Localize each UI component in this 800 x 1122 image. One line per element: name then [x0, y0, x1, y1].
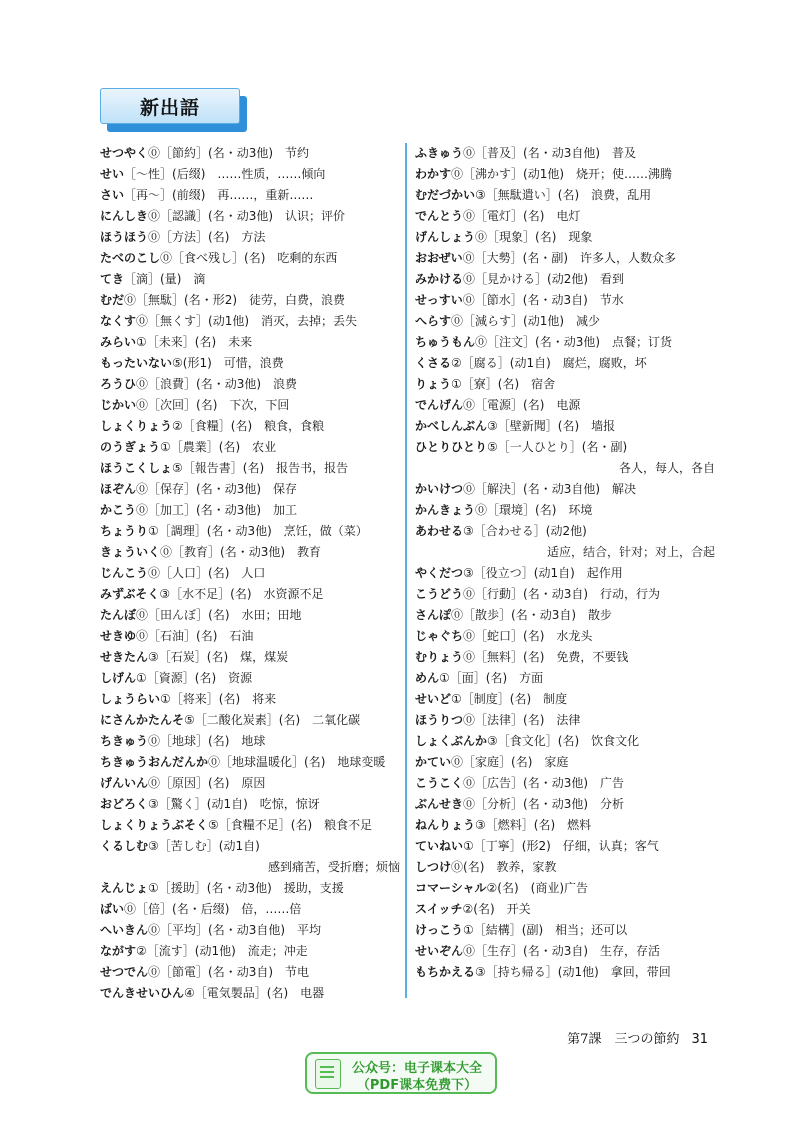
vocab-reading: せきゆ — [100, 629, 137, 643]
vocab-definition: ⑤［食糧不足］(名) 粮食不足 — [208, 818, 373, 832]
vocab-reading: めん — [415, 671, 440, 685]
vocab-entry — [100, 290, 400, 311]
vocab-reading: でんとう — [415, 209, 464, 223]
vocab-entry — [415, 206, 715, 227]
vocab-entry — [100, 584, 400, 605]
vocab-entry — [100, 941, 400, 962]
vocab-reading: むりょう — [415, 650, 464, 664]
vocab-entry — [100, 500, 400, 521]
vocab-entry — [415, 941, 715, 962]
vocab-definition: ⓪［節電］(名・动3自) 节电 — [148, 965, 310, 979]
vocab-entry — [415, 731, 715, 752]
vocab-definition: ⑤(形1) 可惜，浪费 — [172, 356, 284, 370]
vocab-entry — [100, 983, 400, 1004]
vocab-reading: げんいん — [100, 776, 149, 790]
vocab-entry — [100, 227, 400, 248]
vocab-definition: ⓪［見かける］(动2他) 看到 — [463, 272, 625, 286]
vocab-reading: せいど — [415, 692, 452, 706]
vocab-reading: コマーシャル — [415, 881, 487, 895]
vocab-reading: ほうりつ — [415, 713, 464, 727]
vocab-entry — [415, 815, 715, 836]
vocab-definition: ③［苦しむ］(动1自) — [148, 839, 260, 853]
vocab-definition: ⓪［生存］(名・动3自) 生存，存活 — [463, 944, 661, 958]
vocab-reading: しげん — [100, 671, 137, 685]
vocab-definition: ⓪［広告］(名・动3他) 广告 — [463, 776, 625, 790]
vocab-reading: けっこう — [415, 923, 464, 937]
vocab-definition: 感到痛苦，受折磨；烦恼 — [267, 860, 400, 874]
vocab-definition: ⓪［次回］(名) 下次，下回 — [136, 398, 290, 412]
vocab-reading: ぶんせき — [415, 797, 464, 811]
vocab-reading: ていねい — [415, 839, 464, 853]
vocab-entry — [415, 857, 715, 878]
vocab-definition: ⓪［無料］(名) 免费，不要钱 — [463, 650, 629, 664]
vocab-definition: ⓪［無駄］(名・形2) 徒劳，白费，浪费 — [124, 293, 346, 307]
vocab-reading: げんしょう — [415, 230, 476, 244]
vocab-definition: ①［調理］(名・动3他) 烹饪，做（菜） — [148, 524, 368, 538]
vocab-reading: ろうひ — [100, 377, 137, 391]
vocab-definition: ①［制度］(名) 制度 — [451, 692, 568, 706]
vocab-definition: ①［将来］(名) 将来 — [160, 692, 277, 706]
vocab-entry — [100, 332, 400, 353]
vocab-definition: ⓪［現象］(名) 现象 — [475, 230, 593, 244]
vocab-definition: ⓪［地球温暖化］(名) 地球变暖 — [208, 755, 386, 769]
vocab-definition: ⑤［報告書］(名) 报告书，报告 — [172, 461, 349, 475]
vocab-definition: ⓪［石油］(名) 石油 — [136, 629, 254, 643]
vocab-reading: せつでん — [100, 965, 149, 979]
vocab-entry — [415, 269, 715, 290]
vocab-definition: ⓪［地球］(名) 地球 — [148, 734, 266, 748]
vocab-entry — [415, 626, 715, 647]
vocab-reading: みかける — [415, 272, 464, 286]
vocab-entry — [100, 605, 400, 626]
vocab-definition: ⑤［二酸化炭素］(名) 二氧化碳 — [184, 713, 361, 727]
vocab-entry — [100, 164, 400, 185]
vocab-definition: ③［合わせる］(动2他) — [463, 524, 587, 538]
vocab-entry — [100, 689, 400, 710]
vocab-entry — [100, 752, 400, 773]
vocab-entry — [100, 899, 400, 920]
vocab-entry — [415, 143, 715, 164]
vocab-definition: ⓪［保存］(名・动3他) 保存 — [136, 482, 298, 496]
vocab-reading: ねんりょう — [415, 818, 476, 832]
vocab-definition: ②［食糧］(名) 粮食，食粮 — [172, 419, 325, 433]
vocab-definition: ②［腐る］(动1自) 腐烂，腐败，坏 — [451, 356, 647, 370]
vocab-entry — [415, 878, 715, 899]
vocab-definition: ③［燃料］(名) 燃料 — [475, 818, 592, 832]
vocab-definition: ①［農業］(名) 农业 — [160, 440, 277, 454]
vocab-reading: さんぽ — [415, 608, 452, 622]
vocab-entry-continuation — [100, 857, 400, 878]
vocab-reading: おどろく — [100, 797, 149, 811]
vocab-column-right — [415, 143, 715, 983]
vocab-reading: せいぞん — [415, 944, 464, 958]
vocab-entry — [100, 269, 400, 290]
vocab-entry — [100, 311, 400, 332]
vocab-entry — [415, 899, 715, 920]
vocab-definition: ①［援助］(名・动3他) 援助，支援 — [148, 881, 344, 895]
vocab-definition: ⓪［沸かす］(动1他) 烧开；使……沸腾 — [451, 167, 673, 181]
vocab-definition: ⑤［一人ひとり］(名・副) — [487, 440, 628, 454]
vocab-entry — [100, 521, 400, 542]
vocab-definition: ⓪［節約］(名・动3他) 节约 — [148, 146, 310, 160]
vocab-definition: ⓪［節水］(名・动3自) 节水 — [462, 293, 624, 307]
vocab-reading: ほうこくしょ — [100, 461, 173, 475]
vocab-definition: ①［結構］(副) 相当；还可以 — [463, 923, 628, 937]
vocab-definition: ⓪［行動］(名・动3自) 行动，行为 — [463, 587, 661, 601]
vocab-entry — [100, 710, 400, 731]
section-title-badge — [100, 88, 242, 124]
vocab-definition: ①［資源］(名) 资源 — [136, 671, 253, 685]
vocab-entry — [100, 248, 400, 269]
vocab-definition: ⓪［蛇口］(名) 水龙头 — [463, 629, 593, 643]
vocab-definition: ①［未来］(名) 未来 — [136, 335, 253, 349]
vocab-definition: ⓪［平均］(名・动3自他) 平均 — [148, 923, 322, 937]
vocab-reading: やくだつ — [415, 566, 464, 580]
vocab-entry — [415, 794, 715, 815]
vocab-entry — [415, 290, 715, 311]
vocab-reading: ながす — [100, 944, 137, 958]
vocab-entry — [100, 563, 400, 584]
vocab-reading: せつやく — [100, 146, 149, 160]
vocab-definition: ⓪［環境］(名) 环境 — [475, 503, 593, 517]
vocab-reading: ちきゅうおんだんか — [100, 755, 209, 769]
vocab-definition: ⓪［家庭］(名) 家庭 — [451, 755, 569, 769]
vocab-entry — [415, 920, 715, 941]
vocab-entry — [415, 752, 715, 773]
vocab-definition: ①［寮］(名) 宿舍 — [451, 377, 556, 391]
vocab-column-left — [100, 143, 400, 1004]
vocab-reading: もちかえる — [415, 965, 476, 979]
vocab-definition: ⓪［普及］(名・动3自他) 普及 — [463, 146, 637, 160]
vocab-entry — [100, 458, 400, 479]
vocab-entry — [415, 836, 715, 857]
vocab-definition: ④［電気製品］(名) 电器 — [184, 986, 325, 1000]
vocab-reading: しょくりょう — [100, 419, 173, 433]
vocab-reading: りょう — [415, 377, 452, 391]
vocab-reading: ちょうり — [100, 524, 149, 538]
vocab-reading: しょうらい — [100, 692, 161, 706]
vocab-definition: ⓪［認識］(名・动3他) 认识；评价 — [148, 209, 346, 223]
vocab-entry — [100, 542, 400, 563]
vocab-definition: ①［丁寧］(形2) 仔细，认真；客气 — [463, 839, 659, 853]
vocab-entry — [100, 479, 400, 500]
vocab-reading: しょくぶんか — [415, 734, 488, 748]
vocab-reading: かんきょう — [415, 503, 476, 517]
vocab-reading: しょくりょうぶそく — [100, 818, 209, 832]
vocab-reading: ふきゅう — [415, 146, 464, 160]
vocab-definition: ⓪［散歩］(名・动3自) 散步 — [451, 608, 613, 622]
vocab-reading: たべのこし — [100, 251, 161, 265]
vocab-reading: たんぼ — [100, 608, 137, 622]
vocab-entry — [100, 962, 400, 983]
vocab-definition: ⓪［倍］(名・后缀) 倍，……倍 — [124, 902, 302, 916]
vocab-definition: ⓪［分析］(名・动3他) 分析 — [463, 797, 625, 811]
vocab-entry — [415, 164, 715, 185]
vocab-definition: ⓪［方法］(名) 方法 — [148, 230, 266, 244]
vocab-entry — [415, 374, 715, 395]
vocab-definition: 各人，每人，各自 — [618, 461, 715, 475]
vocab-entry — [415, 479, 715, 500]
vocab-reading: せい — [100, 167, 125, 181]
section-title: 新出語 — [100, 88, 240, 124]
vocab-definition: ⓪［人口］(名) 人口 — [148, 566, 266, 580]
vocab-definition: ③［石炭］(名) 煤，煤炭 — [148, 650, 289, 664]
vocab-reading: のうぎょう — [100, 440, 161, 454]
vocab-definition: ⓪［電源］(名) 电源 — [463, 398, 581, 412]
vocab-definition: ［滴］(量) 滴 — [124, 272, 206, 286]
vocab-definition: ③［驚く］(动1自) 吃惊，惊讶 — [148, 797, 320, 811]
vocab-reading: ちきゅう — [100, 734, 149, 748]
vocab-definition: ［再～］(前缀) 再……，重新…… — [124, 188, 314, 202]
vocab-entry-continuation — [415, 458, 715, 479]
vocab-entry — [415, 647, 715, 668]
vocab-entry — [100, 374, 400, 395]
vocab-entry — [100, 626, 400, 647]
vocab-reading: えんじょ — [100, 881, 149, 895]
vocab-reading: じかい — [100, 398, 137, 412]
vocab-definition: ⓪［大勢］(名・副) 许多人，人数众多 — [462, 251, 677, 265]
vocab-definition: ［～性］(后缀) ……性质，……倾向 — [124, 167, 326, 181]
vocab-definition: ⓪［原因］(名) 原因 — [148, 776, 266, 790]
vocab-definition: ③［役立つ］(动1自) 起作用 — [463, 566, 623, 580]
vocab-reading: ちゅうもん — [415, 335, 476, 349]
vocab-reading: なくす — [100, 314, 137, 328]
vocab-definition: ③［壁新聞］(名) 墙报 — [487, 419, 616, 433]
vocab-reading: みずぶそく — [100, 587, 160, 601]
vocab-reading: かこう — [100, 503, 137, 517]
vocab-definition: ⓪［食べ残し］(名) 吃剩的东西 — [160, 251, 338, 265]
vocab-reading: おおぜい — [415, 251, 463, 265]
vocab-reading: しつけ — [415, 860, 452, 874]
vocab-reading: きょういく — [100, 545, 161, 559]
vocab-entry — [415, 311, 715, 332]
vocab-entry — [415, 437, 715, 458]
vocab-reading: にさんかたんそ — [100, 713, 185, 727]
vocab-entry — [100, 143, 400, 164]
vocab-entry — [415, 689, 715, 710]
vocab-reading: むだづかい — [415, 188, 476, 202]
vocab-definition: ⓪［解決］(名・动3自他) 解决 — [463, 482, 637, 496]
vocab-entry — [415, 710, 715, 731]
vocab-reading: ほうほう — [100, 230, 149, 244]
vocab-definition: ⓪［注文］(名・动3他) 点餐；订货 — [475, 335, 673, 349]
vocab-reading: ひとりひとり — [415, 440, 488, 454]
vocab-entry — [415, 416, 715, 437]
vocab-entry — [415, 563, 715, 584]
vocab-entry — [415, 185, 715, 206]
vocab-reading: わかす — [415, 167, 452, 181]
vocab-entry — [415, 521, 715, 542]
vocab-reading: スイッチ — [415, 902, 463, 916]
vocab-reading: てき — [100, 272, 125, 286]
vocab-entry-continuation — [415, 542, 715, 563]
vocab-reading: でんきせいひん — [100, 986, 185, 1000]
vocab-reading: もったいない — [100, 356, 173, 370]
vocab-definition: 适应，结合，针对；对上，合起 — [546, 545, 715, 559]
vocab-entry — [415, 353, 715, 374]
vocab-definition: ②［流す］(动1他) 流走；冲走 — [136, 944, 308, 958]
vocab-entry — [415, 248, 715, 269]
vocab-reading: せっすい — [415, 293, 463, 307]
vocab-reading: みらい — [100, 335, 137, 349]
vocab-definition: ②(名) (商业)广告 — [486, 881, 589, 895]
vocab-reading: じゃぐち — [415, 629, 464, 643]
vocab-entry — [415, 584, 715, 605]
vocab-entry — [100, 647, 400, 668]
page-footer — [567, 1028, 708, 1047]
vocab-reading: せきたん — [100, 650, 149, 664]
vocab-reading: じんこう — [100, 566, 149, 580]
vocab-entry — [100, 836, 400, 857]
column-divider — [405, 143, 407, 998]
vocab-reading: かいけつ — [415, 482, 464, 496]
vocab-definition: ③［無駄遣い］(名) 浪费，乱用 — [475, 188, 652, 202]
vocab-entry — [100, 395, 400, 416]
vocab-entry — [100, 794, 400, 815]
vocab-entry — [100, 206, 400, 227]
vocab-definition: ③［食文化］(名) 饮食文化 — [487, 734, 640, 748]
vocab-reading: へいきん — [100, 923, 149, 937]
vocab-definition: ⓪［教育］(名・动3他) 教育 — [160, 545, 322, 559]
watermark-line1: 公众号：电子课本大全 — [351, 1061, 482, 1076]
page-number: 31 — [691, 1032, 708, 1047]
vocab-entry — [100, 353, 400, 374]
vocab-reading: ほぞん — [100, 482, 137, 496]
vocab-entry — [415, 962, 715, 983]
vocab-entry — [100, 920, 400, 941]
vocab-entry — [415, 668, 715, 689]
vocab-entry — [415, 332, 715, 353]
vocab-reading: くるしむ — [100, 839, 149, 853]
vocab-definition: ①［面］(名) 方面 — [439, 671, 544, 685]
vocab-definition: ③［持ち帰る］(动1他) 拿回，带回 — [475, 965, 671, 979]
vocab-definition: ⓪(名) 教养，家教 — [451, 860, 557, 874]
vocab-reading: ばい — [100, 902, 125, 916]
vocab-entry — [415, 227, 715, 248]
vocab-definition: ②(名) 开关 — [462, 902, 531, 916]
vocab-reading: にんしき — [100, 209, 149, 223]
lesson-title: 第7課 三つの節約 — [567, 1032, 680, 1047]
vocab-entry — [415, 773, 715, 794]
watermark-badge — [305, 1052, 497, 1094]
vocab-reading: でんげん — [415, 398, 464, 412]
vocab-reading: かべしんぶん — [415, 419, 488, 433]
vocab-entry — [100, 185, 400, 206]
vocab-reading: こうどう — [415, 587, 464, 601]
vocab-entry — [100, 416, 400, 437]
vocab-entry — [415, 395, 715, 416]
vocab-entry — [100, 815, 400, 836]
vocab-definition: ⓪［法律］(名) 法律 — [463, 713, 581, 727]
vocab-reading: さい — [100, 188, 125, 202]
book-icon — [315, 1059, 341, 1089]
vocab-reading: あわせる — [415, 524, 464, 538]
vocab-entry — [100, 668, 400, 689]
vocab-definition: ⓪［減らす］(动1他) 减少 — [451, 314, 601, 328]
vocab-reading: へらす — [415, 314, 452, 328]
vocab-definition: ⓪［田んぼ］(名) 水田；田地 — [136, 608, 302, 622]
watermark-line2: （PDF课本免费下） — [356, 1078, 478, 1093]
vocab-reading: むだ — [100, 293, 125, 307]
vocab-definition: ③［水不足］(名) 水资源不足 — [159, 587, 324, 601]
vocab-definition: ⓪［無くす］(动1他) 消灭，去掉；丢失 — [136, 314, 358, 328]
vocab-definition: ⓪［加工］(名・动3他) 加工 — [136, 503, 298, 517]
vocab-reading: くさる — [415, 356, 452, 370]
vocab-definition: ⓪［電灯］(名) 电灯 — [463, 209, 581, 223]
vocab-entry — [415, 605, 715, 626]
vocab-definition: ⓪［浪費］(名・动3他) 浪费 — [136, 377, 298, 391]
vocab-entry — [100, 878, 400, 899]
vocab-entry — [100, 773, 400, 794]
vocab-reading: こうこく — [415, 776, 464, 790]
vocab-entry — [415, 500, 715, 521]
vocab-reading: かてい — [415, 755, 452, 769]
vocab-entry — [100, 437, 400, 458]
vocab-entry — [100, 731, 400, 752]
